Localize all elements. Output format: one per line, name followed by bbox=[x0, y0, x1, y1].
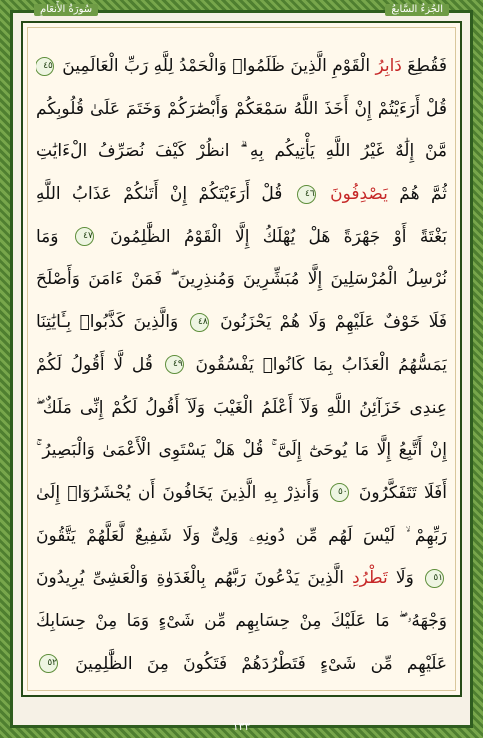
text-line bbox=[36, 429, 447, 472]
ayah-number-marker: ٤٨ bbox=[190, 313, 209, 332]
verse-text: وَلَا bbox=[387, 568, 422, 589]
text-line bbox=[36, 472, 447, 515]
text-line bbox=[36, 173, 447, 216]
verse-text: وَجْهَهُۥ ۖ مَا عَلَيْكَ مِنْ حِسَابِهِم مِّن شَىْءٍ وَمَا مِنْ حِسَابِكَ bbox=[36, 610, 447, 631]
verse-text bbox=[319, 184, 330, 204]
verse-text: يَمَسُّهُمُ الْعَذَابُ بِمَا كَانُوا۟ يَفْسُقُونَ bbox=[186, 354, 447, 375]
verse-text: قُلْ أَرَءَيْتَكُمْ إِنْ أَتَىٰكُمْ عَذَابُ اللَّهِ bbox=[36, 184, 294, 205]
ayah-number-marker: ٤٥ bbox=[36, 57, 54, 76]
ayah-number-marker: ٥٠ bbox=[330, 483, 349, 502]
text-line bbox=[36, 301, 447, 344]
text-line bbox=[36, 344, 447, 387]
text-line bbox=[36, 258, 447, 301]
text-line bbox=[36, 387, 447, 430]
verse-text: وَالَّذِينَ كَذَّبُوا۟ بِـَٔايَٰتِنَا bbox=[36, 312, 187, 333]
verse-text: أَفَلَا تَتَفَكَّرُونَ bbox=[351, 482, 447, 503]
verse-text: ثُمَّ هُمْ bbox=[387, 184, 447, 205]
quran-text bbox=[36, 45, 447, 685]
text-line bbox=[36, 557, 447, 600]
verse-text: وَمَا bbox=[36, 226, 72, 247]
verse-text: قُلْ أَرَءَيْتُمْ إِنْ أَخَذَ اللَّهُ سَمْعَكُمْ وَأَبْصَٰرَكُمْ وَخَتَمَ عَلَىٰ قُلُوبِكُم bbox=[36, 98, 447, 119]
text-line bbox=[36, 216, 447, 259]
verse-text: نُرْسِلُ الْمُرْسَلِينَ إِلَّا مُبَشِّرِينَ وَمُنذِرِينَ ۖ فَمَنْ ءَامَنَ وَأَصْلَحَ bbox=[36, 269, 447, 290]
text-line bbox=[36, 600, 447, 643]
verse-text: عَلَيْهِم مِّن شَىْءٍ فَتَطْرُدَهُمْ فَتَكُونَ مِنَ الظَّٰلِمِينَ bbox=[61, 653, 447, 674]
verse-text: بَغْتَةً أَوْ جَهْرَةً هَلْ يُهْلَكُ إِلَّا الْقَوْمُ الظَّٰلِمُونَ bbox=[96, 226, 447, 247]
ayah-number-marker: ٤٧ bbox=[75, 227, 94, 246]
text-line bbox=[36, 45, 447, 88]
verse-text: وَأَنذِرْ بِهِ الَّذِينَ يَخَافُونَ أَن يُحْشَرُوٓا۟ إِلَىٰ bbox=[36, 482, 327, 503]
juz-label: الجُزءُ السَّابعُ bbox=[385, 4, 449, 16]
highlighted-word: يَصْدِفُونَ bbox=[330, 184, 388, 205]
verse-text: رَبِّهِمْ ۙ لَيْسَ لَهُم مِّن دُونِهِۦ وَلِىٌّ وَلَا شَفِيعٌ لَّعَلَّهُمْ يَتَّقُونَ bbox=[36, 525, 447, 546]
text-line bbox=[36, 515, 447, 558]
page-number: ١٣٣ bbox=[232, 720, 251, 733]
text-line bbox=[36, 130, 447, 173]
ayah-number-marker: ٤٩ bbox=[165, 355, 184, 374]
surah-label: سُورَةُ الأَنعَامِ bbox=[34, 4, 98, 16]
verse-text: فَقُطِعَ bbox=[401, 56, 447, 76]
verse-text: إِنْ أَتَّبِعُ إِلَّا مَا يُوحَىٰٓ إِلَىَّ ۚ قُلْ هَلْ يَسْتَوِى الْأَعْمَىٰ وَالْبَصِيرُ ۚ bbox=[36, 440, 447, 461]
verse-text: الَّذِينَ يَدْعُونَ رَبَّهُم بِالْغَدَوٰةِ وَالْعَشِىِّ يُرِيدُونَ bbox=[36, 568, 353, 589]
verse-text: فَلَا خَوْفٌ عَلَيْهِمْ وَلَا هُمْ يَحْزَنُونَ bbox=[211, 312, 447, 333]
verse-text: مَّنْ إِلَٰهٌ غَيْرُ اللَّهِ يَأْتِيكُم بِهِ ۗ انظُرْ كَيْفَ نُصَرِّفُ الْءَايَٰتِ bbox=[36, 141, 447, 162]
verse-text: عِندِى خَزَآئِنُ اللَّهِ وَلَآ أَعْلَمُ الْغَيْبَ وَلَآ أَقُولُ لَكُمْ إِنِّى مَلَكٌ ۖ bbox=[36, 397, 447, 418]
ayah-number-marker: ٤٦ bbox=[297, 185, 316, 204]
text-line bbox=[36, 88, 447, 131]
text-line bbox=[36, 643, 447, 686]
ayah-number-marker: ٥٢ bbox=[39, 654, 58, 673]
verse-text: الْقَوْمِ الَّذِينَ ظَلَمُوا۟ وَالْحَمْدُ لِلَّهِ رَبِّ الْعَالَمِينَ bbox=[56, 56, 376, 76]
highlighted-word: دَابِرُ bbox=[375, 56, 402, 76]
highlighted-word: تَطْرُدِ bbox=[352, 568, 388, 589]
page-header bbox=[34, 3, 449, 17]
verse-text: قُل لَّا أَقُولُ لَكُمْ bbox=[36, 354, 162, 375]
ayah-number-marker: ٥١ bbox=[425, 569, 444, 588]
